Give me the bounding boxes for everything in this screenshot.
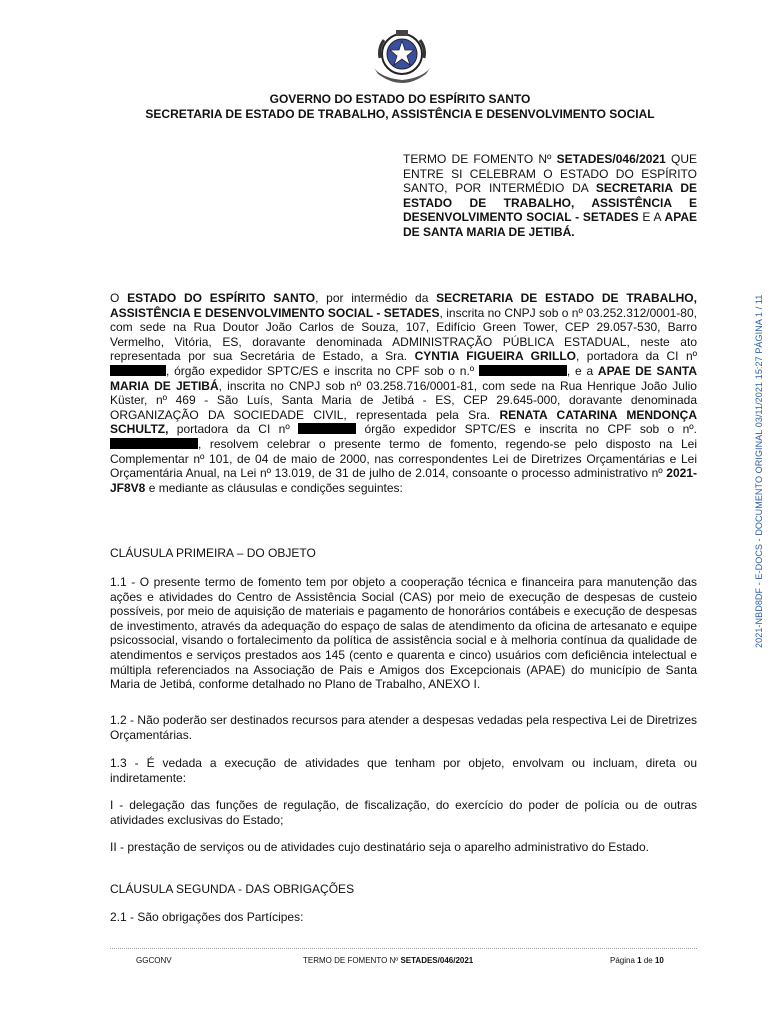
government-header: GOVERNO DO ESTADO DO ESPÍRITO SANTO: [269, 92, 531, 106]
redaction-block: [479, 365, 567, 376]
preamble-paragraph: O ESTADO DO ESPÍRITO SANTO, por intermédio da SECRETARIA DE ESTADO DE TRABALHO, ASSISTÊNCIA E DESENVOLVIMENTO SOCIAL - SETADES, inscrita no CNPJ sob o nº 03.252.312/0001-80, com sede na Rua Doutor João Carlos de Souza, 107, Edifício Green Tower, CEP 29.057-530, Barro Vermelho, Vitória, ES, doravante denominada ADMINISTRAÇÃO PÚBLICA ESTADUAL, neste ato representada por sua Secretária de Estado, a Sra. CYNTIA FIGUEIRA GRILLO, portadora da CI nº , órgão expedidor SPTC/ES e inscrita no CPF sob o n.º , e a APAE DE SANTA MARIA DE JETIBÁ, inscrita no CNPJ sob nº 03.258.716/0001-81, com sede na Rua Henrique João Julio Küster, nº 469 - São Luís, Santa Maria de Jetibá - ES, CEP 29.645-000, doravante denominada ORGANIZAÇÃO DA SOCIEDADE CIVIL, representada pela Sra. RENATA CATARINA MENDONÇA SCHULTZ, portadora da CI nº órgão expedidor SPTC/ES e inscrita no CPF sob o nº. , resolvem celebrar o presente termo de fomento, regendo-se pelo disposto na Lei Complementar nº 101, de 04 de maio de 2000, nas correspondentes Lei de Diretrizes Orçamentárias e Lei Orçamentária Anual, na Lei nº 13.019, de 31 de julho de 2.014, consoante o processo administrativo nº 2021-JF8V8 e mediante as cláusulas e condições seguintes:: [110, 291, 697, 495]
clause-1-inciso-I: I - delegação das funções de regulação, de fiscalização, do exercício do poder de polícia ou de outras atividades exclusivas do Estado;: [110, 798, 697, 827]
footer-left: GGCONV: [136, 956, 172, 965]
clause-1-title: CLÁUSULA PRIMEIRA – DO OBJETO: [110, 546, 316, 560]
footer-center: TERMO DE FOMENTO Nº SETADES/046/2021: [303, 956, 474, 965]
clause-1-inciso-II: II - prestação de serviços ou de atividades cujo destinatário seja o aparelho administrativo do Estado.: [110, 840, 649, 854]
contract-summary: TERMO DE FOMENTO Nº SETADES/046/2021 QUE ENTRE SI CELEBRAM O ESTADO DO ESPÍRITO SANTO, POR INTERMÉDIO DA SECRETARIA DE ESTADO DE TRABALHO, ASSISTÊNCIA E DESENVOLVIMENTO SOCIAL - SETADES E A APAE DE SANTA MARIA DE JETIBÁ.: [403, 152, 697, 239]
clause-2-item-2-1: 2.1 - São obrigações dos Partícipes:: [110, 910, 304, 924]
clause-2-title: CLÁUSULA SEGUNDA - DAS OBRIGAÇÕES: [110, 882, 355, 896]
edocs-side-stamp: 2021-NBD8DF - E-DOCS - DOCUMENTO ORIGINAL 03/11/2021 15:27 PÁGINA 1 / 11: [754, 294, 764, 648]
footer-divider: [110, 948, 697, 949]
clause-1-item-1-1: 1.1 - O presente termo de fomento tem por objeto a cooperação técnica e financeira para manutenção das ações e atividades do Centro de Assistência Social (CAS) por meio de execução de despesas de custeio possíveis, por meio de aquisição de materiais e pagamento de honorários contábeis e execução de despesas de investimento, através da adequação do espaço de salas de atendimento da oficina de artesanato e equipe psicossocial, visando o fortalecimento da política de assistência social e à melhoria contínua da qualidade de atendimentos e serviços prestados aos 145 (cento e quarenta e cinco) usuários com deficiência intelectual e múltipla referenciados na Associação de Pais e Amigos dos Excepcionais (APAE) do município de Santa Maria de Jetibá, conforme detalhado no Plano de Trabalho, ANEXO I.: [110, 575, 697, 692]
secretariat-header: SECRETARIA DE ESTADO DE TRABALHO, ASSISTÊNCIA E DESENVOLVIMENTO SOCIAL: [145, 107, 655, 121]
state-coat-of-arms-seal: [370, 28, 434, 84]
clause-1-item-1-3: 1.3 - É vedada a execução de atividades que tenham por objeto, envolvam ou incluam, direta ou indiretamente:: [110, 756, 697, 785]
redaction-block: [110, 438, 198, 449]
redaction-block: [298, 423, 356, 434]
redaction-block: [110, 365, 166, 376]
footer-page-number: Página 1 de 10: [610, 956, 664, 965]
clause-1-item-1-2: 1.2 - Não poderão ser destinados recursos para atender a despesas vedadas pela respectiva Lei de Diretrizes Orçamentárias.: [110, 713, 697, 742]
